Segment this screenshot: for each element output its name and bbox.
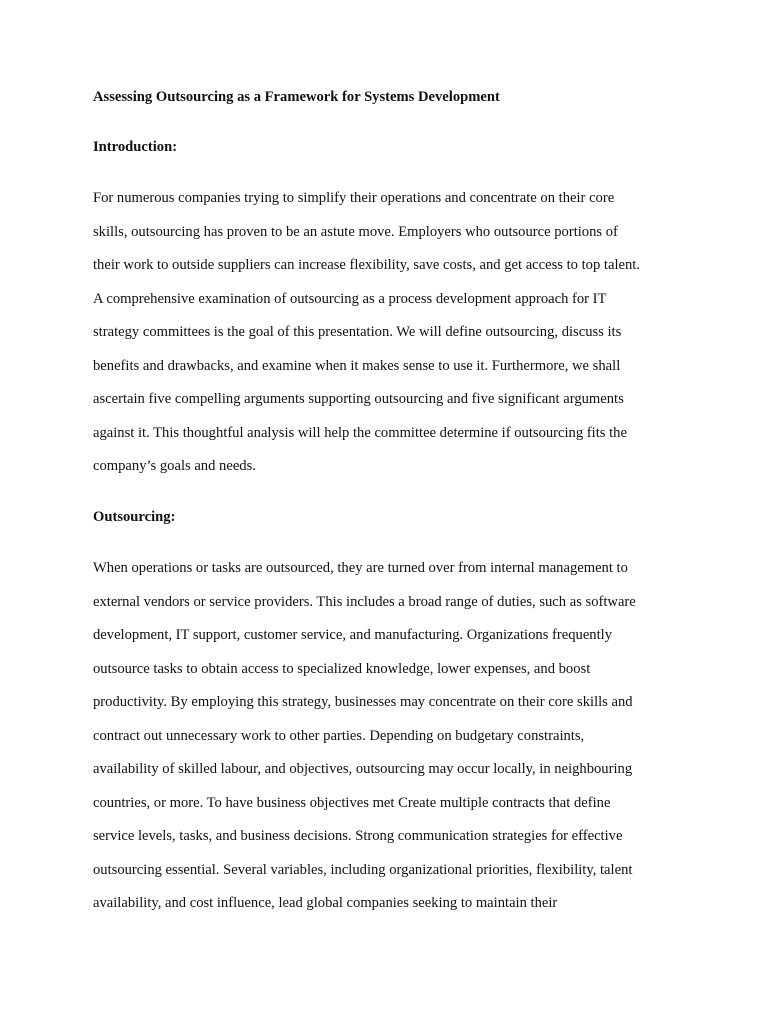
- text-line: skills, outsourcing has proven to be an astute move. Employers who outsource portions of: [93, 223, 618, 240]
- text-line: company’s goals and needs.: [93, 458, 256, 474]
- text-line: countries, or more. To have business objectives met Create multiple contracts that define: [93, 794, 611, 811]
- text-line: For numerous companies trying to simplify their operations and concentrate on their core: [93, 190, 615, 206]
- text-line: their work to outside suppliers can increase flexibility, save costs, and get access to top talent.: [93, 257, 640, 273]
- section-heading-introduction: Introduction:: [93, 139, 178, 155]
- text-line: benefits and drawbacks, and examine when it makes sense to use it. Furthermore, we shall: [93, 357, 621, 374]
- text-line: service levels, tasks, and business decisions. Strong communication strategies for effective: [93, 828, 623, 844]
- text-line: A comprehensive examination of outsourcing as a process development approach for IT: [93, 290, 607, 307]
- text-line: against it. This thoughtful analysis will help the committee determine if outsourcing fits the: [93, 424, 627, 441]
- text-line: availability of skilled labour, and objectives, outsourcing may occur locally, in neighbouring: [93, 761, 633, 777]
- text-line: ascertain five compelling arguments supporting outsourcing and five significant arguments: [93, 391, 624, 407]
- text-line: outsource tasks to obtain access to specialized knowledge, lower expenses, and boost: [93, 660, 591, 677]
- text-line: external vendors or service providers. This includes a broad range of duties, such as software: [93, 593, 636, 610]
- text-line: contract out unnecessary work to other parties. Depending on budgetary constraints,: [93, 727, 585, 744]
- text-line: outsourcing essential. Several variables, including organizational priorities, flexibility, talent: [93, 861, 633, 878]
- document-title: Assessing Outsourcing as a Framework for Systems Development: [93, 89, 500, 105]
- section-heading-outsourcing: Outsourcing:: [93, 509, 176, 525]
- text-line: availability, and cost influence, lead global companies seeking to maintain their: [93, 895, 558, 911]
- text-line: development, IT support, customer service, and manufacturing. Organizations frequently: [93, 627, 613, 643]
- text-line: strategy committees is the goal of this presentation. We will define outsourcing, discuss its: [93, 324, 622, 340]
- text-line: When operations or tasks are outsourced, they are turned over from internal management to: [93, 560, 628, 576]
- text-line: productivity. By employing this strategy, businesses may concentrate on their core skills and: [93, 694, 633, 710]
